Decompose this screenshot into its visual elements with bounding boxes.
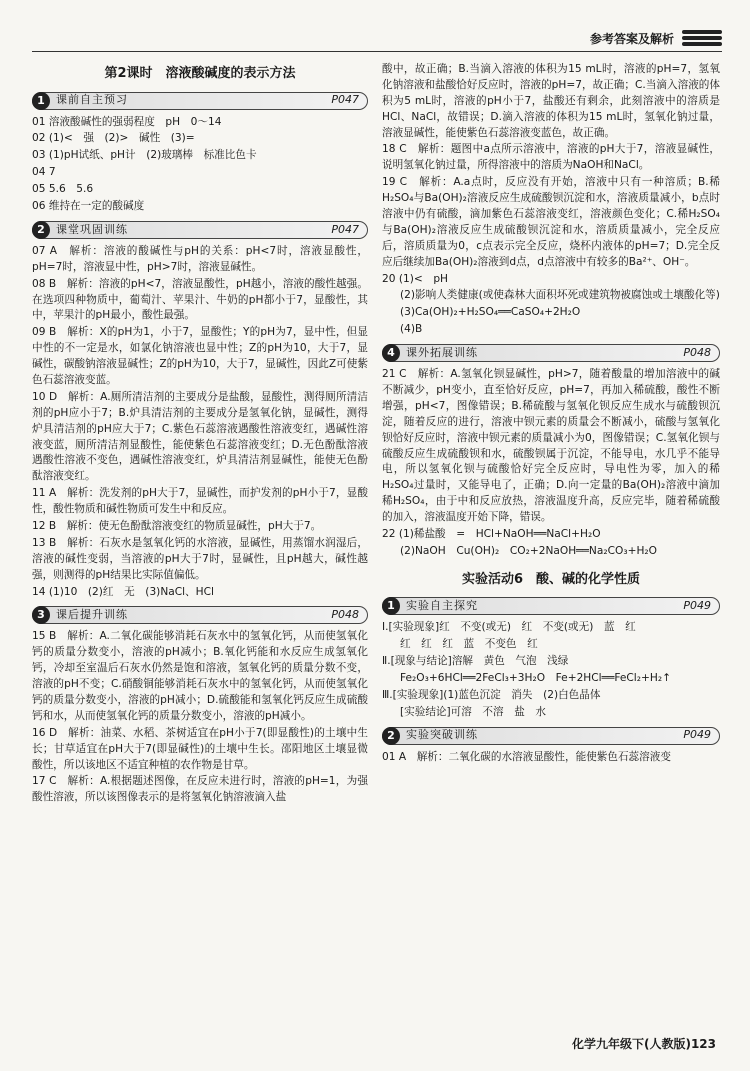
answer-paragraph: 18 C 解析：题图中a点所示溶液中，溶液的pH大于7，溶液显碱性，说明氢氧化钠过量，所得溶液中的溶质为NaOH和NaCl。 bbox=[382, 143, 720, 172]
answer-paragraph: 01 A 解析：二氧化碳的水溶液显酸性，能使紫色石蕊溶液变 bbox=[382, 750, 671, 763]
answer-paragraph: 15 B 解析：A.二氧化碳能够消耗石灰水中的氢氧化钙，从而使氢氧化钙的质量分数变小，溶液的pH减小；B.氧化钙能和水反应生成氢氧化钙，冷却至室温后石灰水仍然是饱和溶液，氢氧化钙的质量分数不变，溶液的pH不变；C.硝酸铜能够消耗石灰水中的氢氧化钙，从而使氢氧化钙的质量分数变小，溶液的pH减小；D.硫酸能和氢氧化钙反应生成硫酸钙和水，从而使氢氧化钙的质量分数变小，溶液的pH减小。 bbox=[32, 630, 368, 722]
lesson-title: 第2课时 溶液酸碱度的表示方法 bbox=[104, 66, 296, 81]
answer-line: (3)Ca(OH)₂+H₂SO₄══CaSO₄+2H₂O bbox=[400, 306, 581, 319]
answer-line: Ⅲ.[实验现象](1)蓝色沉淀 消失 (2)白色晶体 bbox=[382, 688, 601, 701]
answer-line: (4)B bbox=[400, 323, 423, 336]
answer-line: [实验结论]可溶 不溶 盐 水 bbox=[400, 705, 546, 718]
answer-paragraph: 09 B 解析：X的pH为1，小于7，显酸性；Y的pH为7，显中性，但显中性的不一定是水，如氯化钠溶液也显中性；Z的pH为10，大于7，显碱性，碳酸钠溶液显碱性；Z的pH为10，大于7，显碱性，因此Z可使紫色石蕊溶液变蓝。 bbox=[32, 326, 368, 386]
section-header-extension: 4 课外拓展训练 P048 bbox=[382, 344, 720, 362]
answer-paragraph: 08 B 解析：溶液的pH<7，溶液显酸性，pH越小，溶液的酸性越强。在选项四种物质中，葡萄汁、苹果汁、牛奶的pH都小于7，显酸性，其中，苹果汁的pH最小，酸性最强。 bbox=[32, 277, 368, 322]
answer-paragraph: 11 A 解析：洗发剂的pH大于7，显碱性，而护发剂的pH小于7，显酸性，酸性物质和碱性物质可发生中和反应。 bbox=[32, 487, 368, 516]
section-header-classroom: 2 课堂巩固训练 P047 bbox=[32, 221, 368, 239]
page-header bbox=[32, 28, 722, 52]
books-icon bbox=[682, 28, 722, 50]
answer-paragraph: 13 B 解析：石灰水是氢氧化钙的水溶液，显碱性，用蒸馏水润湿后，溶液的碱性变弱，当溶液的pH大于7时，显碱性，且pH越大，碱性越强，则测得的pH结果比实际值偏低。 bbox=[32, 536, 368, 581]
answer-paragraph: 07 A 解析：溶液的酸碱性与pH的关系：pH<7时，溶液显酸性，pH=7时，溶液显中性，pH>7时，溶液显碱性。 bbox=[32, 244, 368, 273]
answer-line: 06 维持在一定的酸碱度 bbox=[32, 199, 145, 212]
section-header-after-class: 3 课后提升训练 P048 bbox=[32, 606, 368, 624]
answer-line: 20 (1)< pH bbox=[382, 272, 449, 285]
section-header-preview: 1 课前自主预习 P047 bbox=[32, 92, 368, 110]
header-title: 参考答案及解析 bbox=[589, 32, 674, 46]
answer-paragraph: 酸中，故正确；B.当滴入溶液的体积为15 mL时，溶液的pH=7，氢氧化钠溶液和盐酸恰好反应时，溶液的pH=7，故正确；C.当滴入溶液的体积为5 mL时，溶液的pH小于7，盐酸还有剩余，此刻溶液中的溶质是HCl、NaCl，故错误；D.滴入溶液的体积为15 mL时，氢氧化钠过量，溶液显碱性，能使紫色石蕊溶液变蓝色，故正确。 bbox=[382, 63, 720, 139]
left-column bbox=[32, 62, 368, 1037]
answer-paragraph: 19 C 解析：A.a点时，反应没有开始，溶液中只有一种溶质；B.稀H₂SO₄与Ba(OH)₂溶液反应生成硫酸钡沉淀和水，溶液质量减小，b点时溶液中仍有硫酸，滴加紫色石蕊溶液变红，溶液颜色变化；C.稀H₂SO₄与Ba(OH)₂溶液反应生成硫酸钡沉淀和水，溶质质量减小，完全反应后，溶质质量为0，c点表示完全反应，烧杯内液体的pH=7；D.完全反应后继续加Ba(OH)₂溶液到d点，d点溶液中有较多的Ba²⁺、OH⁻。 bbox=[382, 176, 720, 268]
answer-line: 04 7 bbox=[32, 166, 56, 179]
answer-paragraph: 17 C 解析：A.根据题述图像，在反应未进行时，溶液的pH=1，为强酸性溶液，所以该图像表示的是将氢氧化钠溶液滴入盐 bbox=[32, 775, 368, 804]
answer-line: (2)影响人类健康(或使森林大面积坏死或建筑物被腐蚀或土壤酸化等) bbox=[400, 289, 720, 302]
answer-line: 02 (1)< 强 (2)> 碱性 (3)= bbox=[32, 132, 195, 145]
section-header-experiment-breakthrough: 2 实验突破训练 P049 bbox=[382, 727, 720, 745]
answer-line: 红 红 红 蓝 不变色 红 bbox=[400, 638, 538, 651]
section-header-experiment-explore: 1 实验自主探究 P049 bbox=[382, 597, 720, 615]
answer-paragraph: 12 B 解析：使无色酚酞溶液变红的物质显碱性，pH大于7。 bbox=[32, 519, 322, 532]
answer-line: 03 (1)pH试纸、pH计 (2)玻璃棒 标准比色卡 bbox=[32, 149, 257, 162]
answer-paragraph: 10 D 解析：A.厕所清洁剂的主要成分是盐酸，显酸性，测得厕所清洁剂的pH应小于7；B.炉具清洁剂的主要成分是氢氧化钠，显碱性，测得炉具清洁剂的pH应大于7；C.紫色石蕊溶液遇酸性溶液变红，遇碱性溶液变蓝，厕所清洁剂显酸性，能使紫色石蕊溶液变红；D.无色酚酞溶液遇酸性溶液不变色，遇碱性溶液变红，炉具清洁剂显碱性，能使无色酚酞溶液变红。 bbox=[32, 390, 368, 483]
experiment-title: 实验活动6 酸、碱的化学性质 bbox=[461, 571, 641, 587]
answer-paragraph: 21 C 解析：A.氢氧化钡显碱性，pH>7，随着酸量的增加溶液中的碱不断减少，pH变小，直至恰好反应，pH=7，再加入稀硫酸，酸性不断增强，pH<7，图像错误；B.稀硫酸与氢氧化钡反应生成水与硫酸钡沉淀，随着反应的进行，溶液中钡元素的质量会不断减小，硫酸与氢氧化钡恰好反应时，溶液中钡元素的质量减小为0，图像错误；C.氢氧化钡与硫酸反应生成硫酸钡和水，硫酸钡属于沉淀，不能导电，水几乎不能导电，所以氢氧化钡与硫酸恰好完全反应时，导电性为零，加入的稀H₂SO₄过量时，又能导电了，正确；D.向一定量的Ba(OH)₂溶液中滴加稀H₂SO₄，由于中和反应放热，溶液温度升高，反应完毕，随着稀硫酸的加入，溶液温度开始下降，错误。 bbox=[382, 368, 720, 524]
answer-line: 14 (1)10 (2)红 无 (3)NaCl、HCl bbox=[32, 585, 214, 598]
answer-line: (2)NaOH Cu(OH)₂ CO₂+2NaOH══Na₂CO₃+H₂O bbox=[400, 544, 657, 557]
answer-line: Ⅰ.[实验现象]红 不变(或无) 红 不变(或无) 蓝 红 bbox=[382, 621, 636, 634]
right-column bbox=[382, 62, 720, 1037]
answer-line: 05 5.6 5.6 bbox=[32, 183, 94, 196]
answer-line: Fe₂O₃+6HCl══2FeCl₃+3H₂O Fe+2HCl══FeCl₂+H₂↑ bbox=[400, 672, 671, 684]
page-footer: 化学九年级下(人教版)123 bbox=[571, 1037, 716, 1051]
answer-line: Ⅱ.[现象与结论]溶解 黄色 气泡 浅绿 bbox=[382, 655, 569, 668]
answer-line: 22 (1)稀盐酸 = HCl+NaOH══NaCl+H₂O bbox=[382, 528, 601, 541]
answer-line: 01 溶液酸碱性的强弱程度 pH 0～14 bbox=[32, 115, 222, 128]
answer-paragraph: 16 D 解析：油菜、水稻、茶树适宜在pH小于7(即显酸性)的土壤中生长；甘草适宜在pH大于7(即显碱性)的土壤中生长。邵阳地区土壤显微酸性，所以该地区不适宜种植的农作物是甘草。 bbox=[32, 726, 368, 771]
